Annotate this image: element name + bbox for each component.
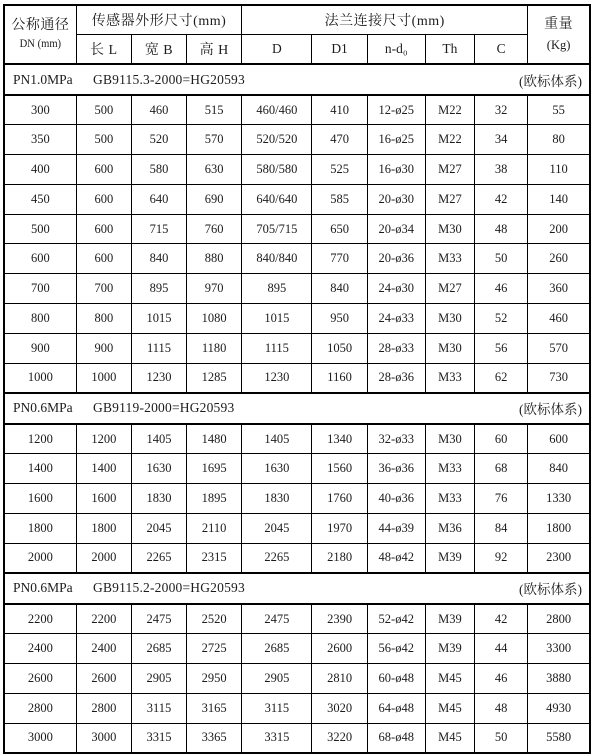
cell-d: 2685 — [242, 634, 312, 664]
section-header-row — [4, 64, 590, 95]
cell-d: 2475 — [242, 604, 312, 634]
cell-height: 3165 — [187, 693, 242, 723]
table-row — [4, 484, 590, 514]
cell-d1: 1560 — [312, 454, 367, 484]
cell-n-d0: 20-ø30 — [367, 184, 425, 214]
cell-weight: 140 — [528, 184, 590, 214]
cell-height: 630 — [187, 155, 242, 185]
cell-dn: 2000 — [4, 543, 76, 573]
cell-weight: 460 — [528, 304, 590, 334]
cell-d: 520/520 — [242, 125, 312, 155]
cell-d: 3115 — [242, 693, 312, 723]
cell-d1: 770 — [312, 244, 367, 274]
header-sensor-dimensions-group: 传感器外形尺寸(mm) — [76, 5, 242, 34]
cell-weight: 110 — [528, 155, 590, 185]
cell-weight: 3300 — [528, 634, 590, 664]
cell-length: 1600 — [76, 484, 131, 514]
table-row — [4, 214, 590, 244]
cell-height: 2110 — [187, 513, 242, 543]
cell-length: 1800 — [76, 513, 131, 543]
cell-weight: 5580 — [528, 723, 590, 753]
section-header-row — [4, 393, 590, 424]
cell-d: 3315 — [242, 723, 312, 753]
cell-height: 2520 — [187, 604, 242, 634]
table-row — [4, 363, 590, 393]
cell-height: 760 — [187, 214, 242, 244]
cell-th: M39 — [425, 634, 474, 664]
cell-c: 92 — [475, 543, 528, 573]
cell-c: 50 — [475, 723, 528, 753]
cell-d: 705/715 — [242, 214, 312, 244]
cell-length: 2800 — [76, 693, 131, 723]
section-header-row — [4, 573, 590, 604]
cell-length: 1000 — [76, 363, 131, 393]
cell-length: 1200 — [76, 424, 131, 454]
cell-width: 460 — [131, 95, 186, 125]
cell-d1: 1760 — [312, 484, 367, 514]
cell-d: 1115 — [242, 333, 312, 363]
cell-d: 1230 — [242, 363, 312, 393]
cell-c: 50 — [475, 244, 528, 274]
header-dn-sub: DN (mm) — [19, 38, 62, 51]
cell-th: M30 — [425, 214, 474, 244]
cell-weight: 260 — [528, 244, 590, 274]
cell-n-d0: 52-ø42 — [367, 604, 425, 634]
cell-width: 580 — [131, 155, 186, 185]
cell-th: M39 — [425, 604, 474, 634]
cell-n-d0: 24-ø30 — [367, 274, 425, 304]
cell-height: 515 — [187, 95, 242, 125]
cell-weight: 2300 — [528, 543, 590, 573]
cell-length: 600 — [76, 155, 131, 185]
cell-d1: 1050 — [312, 333, 367, 363]
header-weight-unit: (Kg) — [546, 37, 571, 52]
cell-n-d0: 40-ø36 — [367, 484, 425, 514]
table-row — [4, 333, 590, 363]
cell-c: 56 — [475, 333, 528, 363]
header-d: D — [242, 34, 312, 64]
cell-dn: 500 — [4, 214, 76, 244]
cell-width: 640 — [131, 184, 186, 214]
cell-length: 3000 — [76, 723, 131, 753]
table-row — [4, 693, 590, 723]
cell-dn: 1600 — [4, 484, 76, 514]
cell-width: 840 — [131, 244, 186, 274]
table-row — [4, 304, 590, 334]
cell-weight: 2800 — [528, 604, 590, 634]
cell-d: 1830 — [242, 484, 312, 514]
cell-th: M22 — [425, 125, 474, 155]
cell-th: M30 — [425, 424, 474, 454]
cell-width: 1115 — [131, 333, 186, 363]
cell-th: M45 — [425, 693, 474, 723]
cell-width: 1230 — [131, 363, 186, 393]
cell-d: 2265 — [242, 543, 312, 573]
cell-height: 2950 — [187, 664, 242, 694]
cell-height: 1080 — [187, 304, 242, 334]
cell-d: 640/640 — [242, 184, 312, 214]
cell-dn: 1400 — [4, 454, 76, 484]
cell-n-d0: 28-ø33 — [367, 333, 425, 363]
cell-d1: 1340 — [312, 424, 367, 454]
cell-d1: 950 — [312, 304, 367, 334]
section-pressure: PN0.6MPa — [13, 400, 73, 416]
section-pressure: PN1.0MPa — [13, 71, 73, 87]
cell-th: M30 — [425, 333, 474, 363]
table-row — [4, 543, 590, 573]
table-row — [4, 125, 590, 155]
header-dn-title: 公称通径 — [11, 17, 70, 33]
table-row — [4, 155, 590, 185]
cell-d1: 2390 — [312, 604, 367, 634]
cell-th: M22 — [425, 95, 474, 125]
cell-dn: 1000 — [4, 363, 76, 393]
cell-height: 1895 — [187, 484, 242, 514]
cell-dn: 2800 — [4, 693, 76, 723]
section-standard: GB9119-2000=HG20593 — [93, 400, 235, 416]
cell-dn: 1800 — [4, 513, 76, 543]
cell-height: 2725 — [187, 634, 242, 664]
cell-length: 600 — [76, 184, 131, 214]
cell-d: 2045 — [242, 513, 312, 543]
cell-weight: 80 — [528, 125, 590, 155]
cell-dn: 1200 — [4, 424, 76, 454]
cell-dn: 2600 — [4, 664, 76, 694]
cell-dn: 300 — [4, 95, 76, 125]
cell-height: 1180 — [187, 333, 242, 363]
table-body — [4, 64, 590, 753]
cell-width: 1405 — [131, 424, 186, 454]
table-row — [4, 95, 590, 125]
cell-length: 2400 — [76, 634, 131, 664]
cell-length: 2200 — [76, 604, 131, 634]
cell-d: 580/580 — [242, 155, 312, 185]
header-weight-title: 重量 — [544, 16, 574, 32]
cell-length: 500 — [76, 95, 131, 125]
header-weight — [528, 5, 590, 64]
cell-dn: 2400 — [4, 634, 76, 664]
cell-width: 1630 — [131, 454, 186, 484]
cell-dn: 800 — [4, 304, 76, 334]
cell-length: 700 — [76, 274, 131, 304]
header-length: 长 L — [76, 34, 131, 64]
cell-d1: 525 — [312, 155, 367, 185]
cell-height: 1285 — [187, 363, 242, 393]
cell-d1: 840 — [312, 274, 367, 304]
cell-width: 3315 — [131, 723, 186, 753]
cell-d: 1630 — [242, 454, 312, 484]
cell-d1: 2600 — [312, 634, 367, 664]
cell-c: 42 — [475, 604, 528, 634]
cell-c: 62 — [475, 363, 528, 393]
cell-d: 1015 — [242, 304, 312, 334]
table-row — [4, 604, 590, 634]
cell-th: M27 — [425, 184, 474, 214]
cell-length: 2000 — [76, 543, 131, 573]
cell-width: 2265 — [131, 543, 186, 573]
table-header — [4, 5, 590, 64]
cell-d1: 3020 — [312, 693, 367, 723]
table-row — [4, 424, 590, 454]
cell-th: M33 — [425, 454, 474, 484]
cell-weight: 55 — [528, 95, 590, 125]
cell-dn: 450 — [4, 184, 76, 214]
cell-dn: 400 — [4, 155, 76, 185]
table-row — [4, 723, 590, 753]
cell-width: 1830 — [131, 484, 186, 514]
header-width: 宽 B — [131, 34, 186, 64]
cell-d: 1405 — [242, 424, 312, 454]
cell-th: M30 — [425, 304, 474, 334]
cell-d1: 1160 — [312, 363, 367, 393]
cell-c: 46 — [475, 274, 528, 304]
cell-weight: 3880 — [528, 664, 590, 694]
cell-weight: 200 — [528, 214, 590, 244]
cell-d1: 650 — [312, 214, 367, 244]
cell-th: M33 — [425, 484, 474, 514]
table-row — [4, 664, 590, 694]
cell-d1: 585 — [312, 184, 367, 214]
cell-d1: 2810 — [312, 664, 367, 694]
cell-n-d0: 36-ø36 — [367, 454, 425, 484]
cell-n-d0: 56-ø42 — [367, 634, 425, 664]
cell-d: 840/840 — [242, 244, 312, 274]
section-system: (欧标体系) — [519, 73, 582, 89]
cell-th: M27 — [425, 274, 474, 304]
cell-weight: 570 — [528, 333, 590, 363]
cell-d1: 470 — [312, 125, 367, 155]
cell-dn: 700 — [4, 274, 76, 304]
cell-d: 460/460 — [242, 95, 312, 125]
cell-length: 800 — [76, 304, 131, 334]
header-n-d0: n-d₀ — [367, 34, 425, 64]
header-height: 高 H — [187, 34, 242, 64]
cell-d1: 3220 — [312, 723, 367, 753]
cell-th: M27 — [425, 155, 474, 185]
cell-th: M45 — [425, 723, 474, 753]
cell-n-d0: 20-ø36 — [367, 244, 425, 274]
cell-c: 52 — [475, 304, 528, 334]
cell-width: 1015 — [131, 304, 186, 334]
cell-d1: 1970 — [312, 513, 367, 543]
cell-height: 1480 — [187, 424, 242, 454]
cell-width: 895 — [131, 274, 186, 304]
cell-length: 2600 — [76, 664, 131, 694]
cell-d1: 2180 — [312, 543, 367, 573]
cell-th: M33 — [425, 244, 474, 274]
header-th: Th — [425, 34, 474, 64]
cell-c: 32 — [475, 95, 528, 125]
cell-height: 570 — [187, 125, 242, 155]
cell-height: 1695 — [187, 454, 242, 484]
cell-weight: 600 — [528, 424, 590, 454]
section-pressure: PN0.6MPa — [13, 580, 73, 596]
cell-c: 34 — [475, 125, 528, 155]
cell-width: 3115 — [131, 693, 186, 723]
cell-d: 895 — [242, 274, 312, 304]
cell-c: 48 — [475, 693, 528, 723]
header-d1: D1 — [312, 34, 367, 64]
cell-width: 2475 — [131, 604, 186, 634]
cell-length: 600 — [76, 244, 131, 274]
cell-c: 46 — [475, 664, 528, 694]
cell-height: 880 — [187, 244, 242, 274]
cell-length: 1400 — [76, 454, 131, 484]
section-standard: GB9115.3-2000=HG20593 — [93, 71, 245, 87]
cell-n-d0: 68-ø48 — [367, 723, 425, 753]
cell-c: 84 — [475, 513, 528, 543]
cell-th: M39 — [425, 543, 474, 573]
cell-width: 2685 — [131, 634, 186, 664]
cell-n-d0: 20-ø34 — [367, 214, 425, 244]
header-flange-dimensions-group: 法兰连接尺寸(mm) — [242, 5, 528, 34]
cell-n-d0: 28-ø36 — [367, 363, 425, 393]
table-row — [4, 184, 590, 214]
cell-dn: 900 — [4, 333, 76, 363]
cell-height: 3365 — [187, 723, 242, 753]
cell-n-d0: 16-ø25 — [367, 125, 425, 155]
cell-height: 2315 — [187, 543, 242, 573]
cell-d1: 410 — [312, 95, 367, 125]
cell-width: 715 — [131, 214, 186, 244]
section-standard: GB9115.2-2000=HG20593 — [93, 580, 245, 596]
cell-n-d0: 32-ø33 — [367, 424, 425, 454]
cell-width: 520 — [131, 125, 186, 155]
cell-th: M36 — [425, 513, 474, 543]
cell-c: 44 — [475, 634, 528, 664]
cell-width: 2045 — [131, 513, 186, 543]
cell-weight: 4930 — [528, 693, 590, 723]
cell-c: 48 — [475, 214, 528, 244]
cell-c: 42 — [475, 184, 528, 214]
cell-n-d0: 60-ø48 — [367, 664, 425, 694]
cell-width: 2905 — [131, 664, 186, 694]
cell-n-d0: 16-ø30 — [367, 155, 425, 185]
cell-length: 600 — [76, 214, 131, 244]
table-row — [4, 454, 590, 484]
cell-weight: 730 — [528, 363, 590, 393]
cell-dn: 2200 — [4, 604, 76, 634]
cell-n-d0: 44-ø39 — [367, 513, 425, 543]
cell-c: 60 — [475, 424, 528, 454]
cell-dn: 350 — [4, 125, 76, 155]
table-row — [4, 244, 590, 274]
cell-dn: 3000 — [4, 723, 76, 753]
cell-n-d0: 12-ø25 — [367, 95, 425, 125]
cell-c: 38 — [475, 155, 528, 185]
cell-weight: 360 — [528, 274, 590, 304]
cell-th: M33 — [425, 363, 474, 393]
cell-d: 2905 — [242, 664, 312, 694]
cell-n-d0: 24-ø33 — [367, 304, 425, 334]
table-row — [4, 274, 590, 304]
section-system: (欧标体系) — [519, 582, 582, 598]
cell-length: 900 — [76, 333, 131, 363]
cell-c: 76 — [475, 484, 528, 514]
cell-n-d0: 64-ø48 — [367, 693, 425, 723]
cell-height: 690 — [187, 184, 242, 214]
cell-height: 970 — [187, 274, 242, 304]
spec-table — [3, 4, 591, 754]
cell-c: 68 — [475, 454, 528, 484]
table-row — [4, 513, 590, 543]
header-c: C — [475, 34, 528, 64]
table-row — [4, 634, 590, 664]
header-nominal-diameter — [4, 5, 76, 64]
cell-dn: 600 — [4, 244, 76, 274]
section-system: (欧标体系) — [519, 402, 582, 418]
cell-th: M45 — [425, 664, 474, 694]
cell-n-d0: 48-ø42 — [367, 543, 425, 573]
cell-weight: 1800 — [528, 513, 590, 543]
cell-weight: 840 — [528, 454, 590, 484]
cell-length: 500 — [76, 125, 131, 155]
cell-weight: 1330 — [528, 484, 590, 514]
